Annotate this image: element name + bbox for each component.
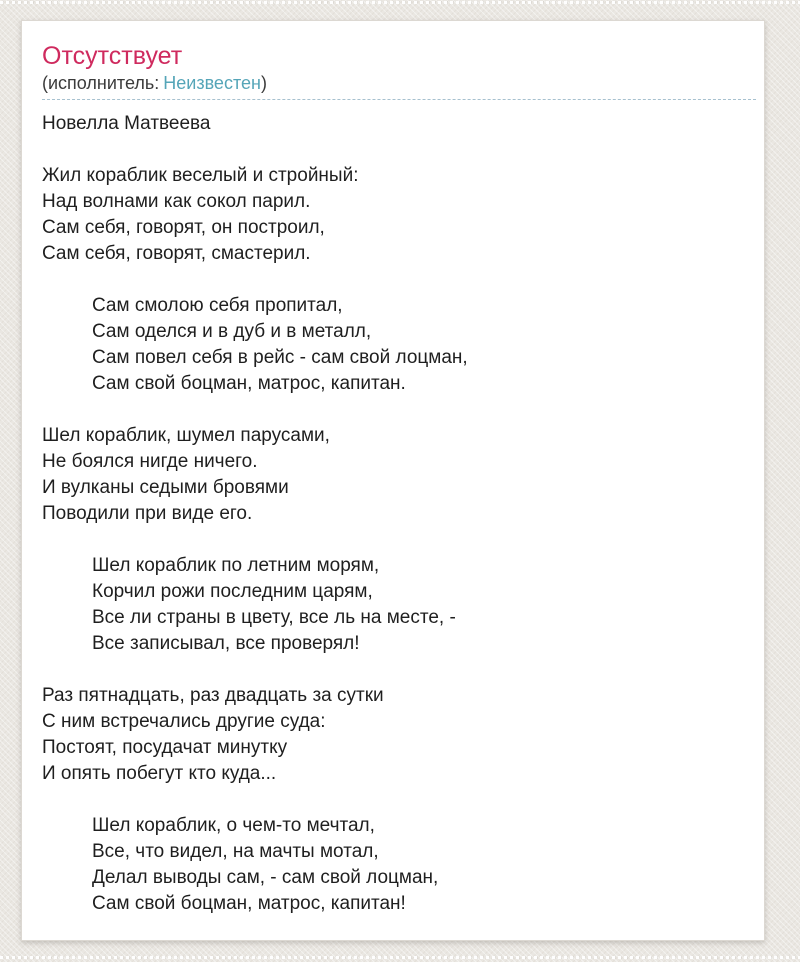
- stanza-3: [42, 423, 744, 527]
- stanza-6-chorus: [42, 813, 744, 917]
- lyric-line: Сам свой боцман, матрос, капитан.: [92, 373, 406, 394]
- lyric-line: Корчил рожи последним царям,: [92, 581, 373, 602]
- lyric-line: С ним встречались другие суда:: [42, 711, 326, 732]
- author-line: Новелла Матвеева: [42, 113, 211, 134]
- lyric-line: И вулканы седыми бровями: [42, 477, 289, 498]
- artist-line: [42, 72, 756, 100]
- stanza-4-chorus: [42, 553, 744, 657]
- artist-link[interactable]: Неизвестен: [163, 73, 261, 93]
- lyrics-text: [42, 111, 744, 917]
- lyric-line: Делал выводы сам, - сам свой лоцман,: [92, 867, 439, 888]
- stanza-5: [42, 683, 744, 787]
- lyric-line: Не боялся нигде ничего.: [42, 451, 258, 472]
- lyric-line: Сам свой боцман, матрос, капитан!: [92, 893, 406, 914]
- lyric-line: Поводили при виде его.: [42, 503, 253, 524]
- lyric-line: Шел кораблик, шумел парусами,: [42, 425, 330, 446]
- lyric-line: Все, что видел, на мачты мотал,: [92, 841, 379, 862]
- stanza-2-chorus: [42, 293, 744, 397]
- lyric-line: Все записывал, все проверял!: [92, 633, 360, 654]
- lyric-line: И опять побегут кто куда...: [42, 763, 277, 784]
- artist-prefix: (исполнитель:: [42, 73, 160, 93]
- lyrics-card: [21, 20, 765, 941]
- lyric-line: Сам смолою себя пропитал,: [92, 295, 343, 316]
- lyric-line: Шел кораблик, о чем-то мечтал,: [92, 815, 375, 836]
- page-bottom-perforation: [0, 956, 800, 959]
- lyric-line: Над волнами как сокол парил.: [42, 191, 311, 212]
- lyric-line: Все ли страны в цвету, все ль на месте, -: [92, 607, 456, 628]
- lyric-line: Жил кораблик веселый и стройный:: [42, 165, 359, 186]
- page-top-perforation: [0, 1, 800, 4]
- artist-suffix: ): [260, 73, 267, 93]
- lyric-line: Раз пятнадцать, раз двадцать за сутки: [42, 685, 384, 706]
- lyric-line: Сам себя, говорят, смастерил.: [42, 243, 311, 264]
- lyric-line: Шел кораблик по летним морям,: [92, 555, 380, 576]
- lyric-line: Постоят, посудачат минутку: [42, 737, 288, 758]
- lyric-line: Сам оделся и в дуб и в металл,: [92, 321, 372, 342]
- lyric-line: Сам себя, говорят, он построил,: [42, 217, 325, 238]
- stanza-1: [42, 163, 744, 267]
- page-title: Отсутствует: [42, 42, 183, 70]
- lyric-line: Сам повел себя в рейс - сам свой лоцман,: [92, 347, 468, 368]
